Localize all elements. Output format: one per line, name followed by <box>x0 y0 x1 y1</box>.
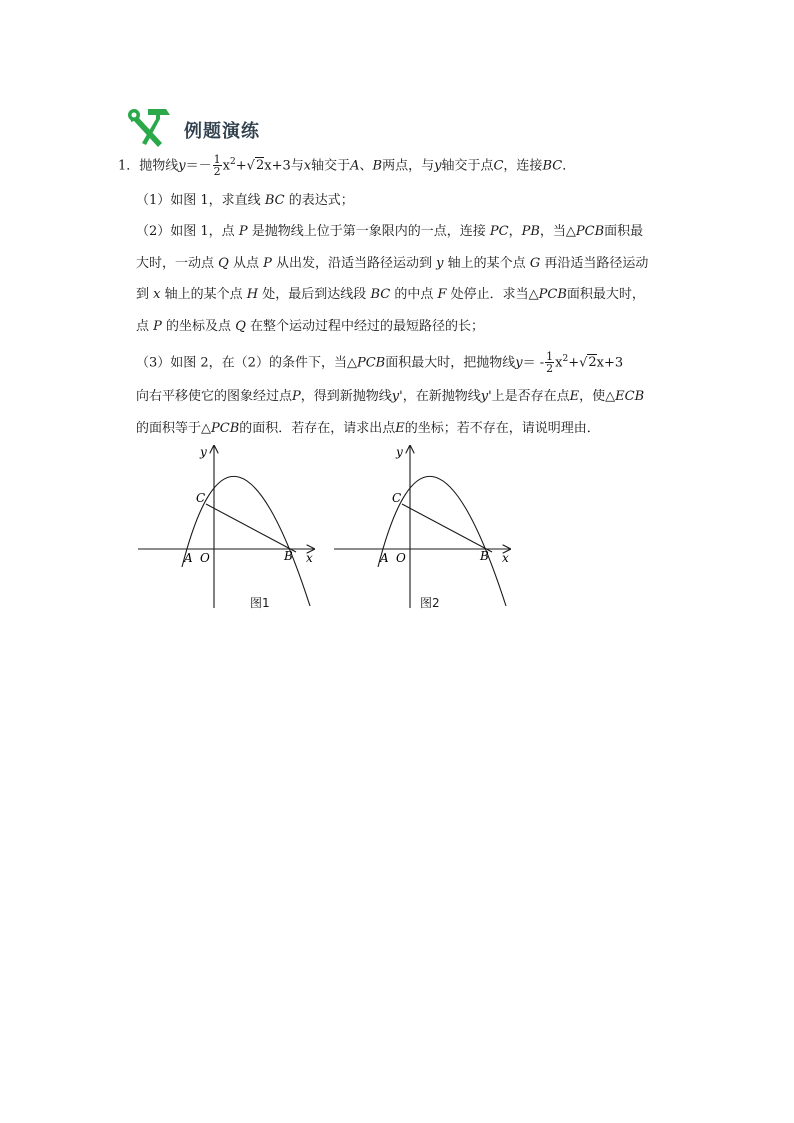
figure-2 <box>328 440 518 612</box>
label-c: C <box>196 491 206 505</box>
question-2-line-4: 点 P 的坐标及点 Q 在整个运动过程中经过的最短路径的长； <box>136 319 485 334</box>
label-c: C <box>392 491 402 505</box>
question-3-line-3: 的面积等于△PCB的面积．若存在，请求出点E的坐标；若不存在，请说明理由． <box>136 421 600 436</box>
label-y: y <box>200 445 207 459</box>
label-o: O <box>396 551 406 565</box>
label-a: A <box>380 551 389 565</box>
section-title: 例题演练 <box>184 121 260 142</box>
line-bc <box>402 504 492 552</box>
fraction-half: $\frac{1}{2}$ <box>213 153 221 179</box>
label-b: B <box>480 549 489 563</box>
question-2-line-2: 大时，一动点 Q 从点 P 从出发，沿适当路径运动到 y 轴上的某个点 G 再沿适当路径运动 <box>136 256 649 271</box>
hammer-wrench-icon <box>126 105 176 149</box>
line-bc <box>206 504 296 552</box>
label-x: x <box>502 551 509 565</box>
label-o: O <box>200 551 210 565</box>
question-3-line-2: 向右平移使它的图象经过点P，得到新抛物线y'，在新抛物线y'上是否存在点E，使△ECB <box>136 389 645 404</box>
figure-1-caption: 图1 <box>250 596 270 610</box>
question-2-line-3: 到 x 轴上的某个点 H 处，最后到达线段 BC 的中点 F 处停止．求当△PCB面积最大时， <box>136 287 645 302</box>
figure-1 <box>132 440 322 612</box>
label-y: y <box>396 445 403 459</box>
question-3-line-1: （3）如图 2，在（2）的条件下，当△PCB面积最大时，把抛物线y＝ - $\frac{1}{2}$ $x^2+√2x+3$ <box>136 350 624 376</box>
question-1: （1）如图 1，求直线 BC 的表达式； <box>136 193 354 208</box>
problem-intro-line: 1．抛物线y＝－ $\frac{1}{2}$ $x^2+√2x+3$与x轴交于A、B两点，与y轴交于点C，连接BC． <box>118 153 576 179</box>
label-x: x <box>306 551 313 565</box>
label-a: A <box>184 551 193 565</box>
figure-2-caption: 图2 <box>420 596 440 610</box>
fraction-half: $\frac{1}{2}$ <box>546 350 554 376</box>
question-2-line-1: （2）如图 1，点 P 是抛物线上位于第一象限内的一点，连接 PC，PB，当△PCB面积最 <box>136 224 644 239</box>
label-b: B <box>284 549 293 563</box>
